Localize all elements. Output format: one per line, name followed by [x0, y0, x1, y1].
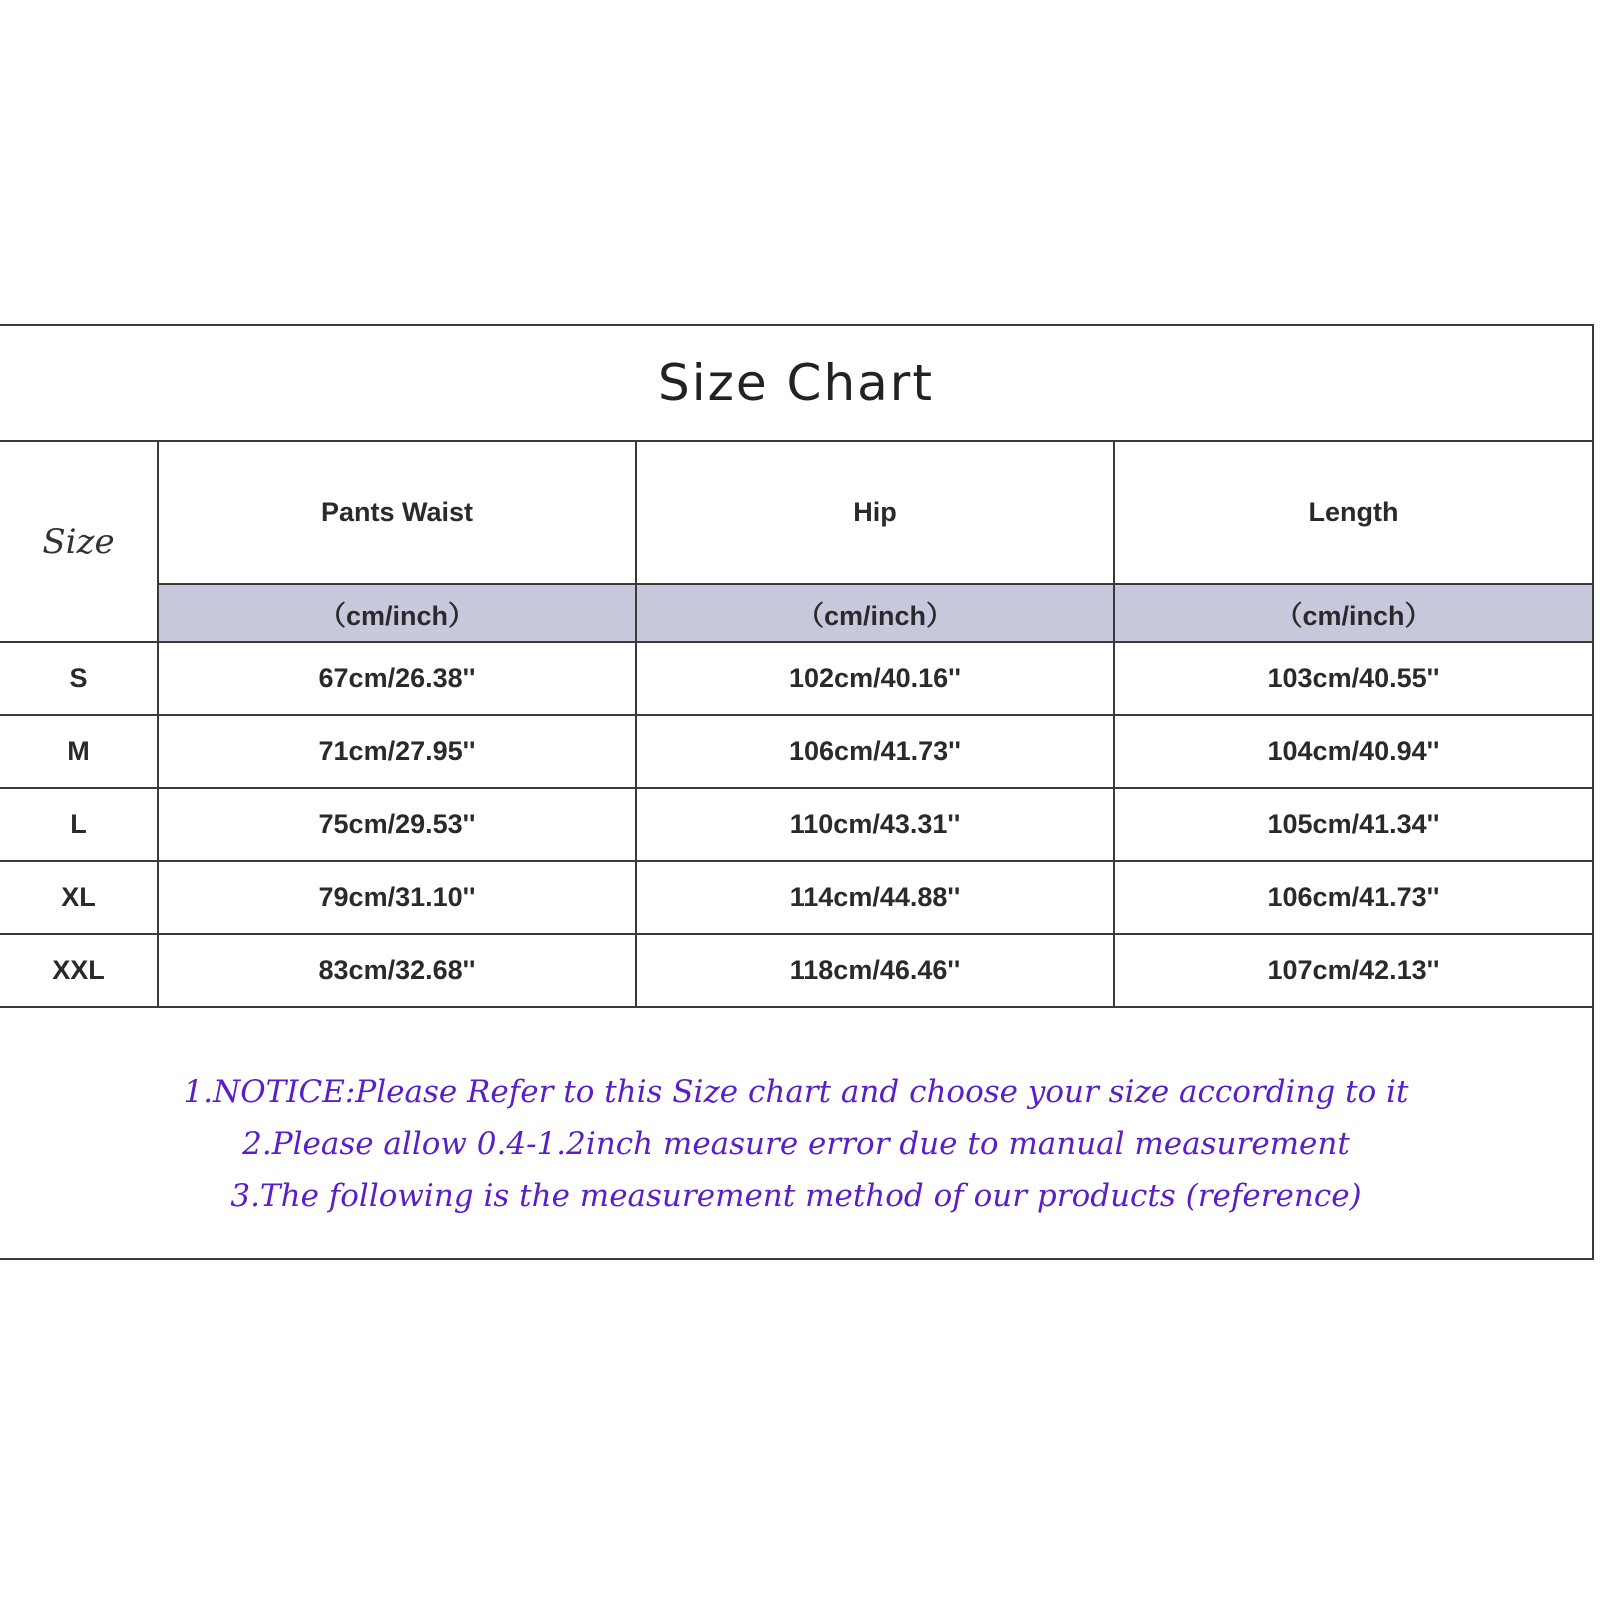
unit-row — [0, 584, 1592, 642]
size-table — [0, 442, 1592, 1008]
table-row — [0, 934, 1592, 1007]
notice-block — [0, 1030, 1592, 1258]
chart-title: Size Chart — [0, 326, 1592, 442]
size-cell: L — [0, 788, 158, 861]
notice-line: 2.Please allow 0.4-1.2inch measure error due to manual measurement — [242, 1126, 1350, 1162]
length-cell: 105cm/41.34'' — [1114, 788, 1592, 861]
hip-unit: （cm/inch） — [636, 584, 1114, 642]
waist-cell: 71cm/27.95'' — [158, 715, 636, 788]
hip-cell: 114cm/44.88'' — [636, 861, 1114, 934]
size-cell: XXL — [0, 934, 158, 1007]
hip-cell: 118cm/46.46'' — [636, 934, 1114, 1007]
hip-cell: 110cm/43.31'' — [636, 788, 1114, 861]
waist-cell: 75cm/29.53'' — [158, 788, 636, 861]
waist-unit: （cm/inch） — [158, 584, 636, 642]
length-cell: 107cm/42.13'' — [1114, 934, 1592, 1007]
size-cell: S — [0, 642, 158, 715]
waist-cell: 83cm/32.68'' — [158, 934, 636, 1007]
header-row — [0, 442, 1592, 584]
length-unit: （cm/inch） — [1114, 584, 1592, 642]
hip-cell: 102cm/40.16'' — [636, 642, 1114, 715]
waist-cell: 79cm/31.10'' — [158, 861, 636, 934]
table-row — [0, 861, 1592, 934]
notice-line: 3.The following is the measurement method of our products (reference) — [230, 1178, 1362, 1214]
length-cell: 104cm/40.94'' — [1114, 715, 1592, 788]
table-row — [0, 788, 1592, 861]
table-row — [0, 642, 1592, 715]
length-cell: 106cm/41.73'' — [1114, 861, 1592, 934]
size-cell: M — [0, 715, 158, 788]
waist-cell: 67cm/26.38'' — [158, 642, 636, 715]
hip-cell: 106cm/41.73'' — [636, 715, 1114, 788]
size-chart — [0, 324, 1594, 1260]
notice-line: 1.NOTICE:Please Refer to this Size chart and choose your size according to it — [183, 1074, 1409, 1110]
size-cell: XL — [0, 861, 158, 934]
length-column-header: Length — [1114, 442, 1592, 584]
table-row — [0, 715, 1592, 788]
size-column-header: Size — [0, 442, 158, 642]
length-cell: 103cm/40.55'' — [1114, 642, 1592, 715]
waist-column-header: Pants Waist — [158, 442, 636, 584]
hip-column-header: Hip — [636, 442, 1114, 584]
